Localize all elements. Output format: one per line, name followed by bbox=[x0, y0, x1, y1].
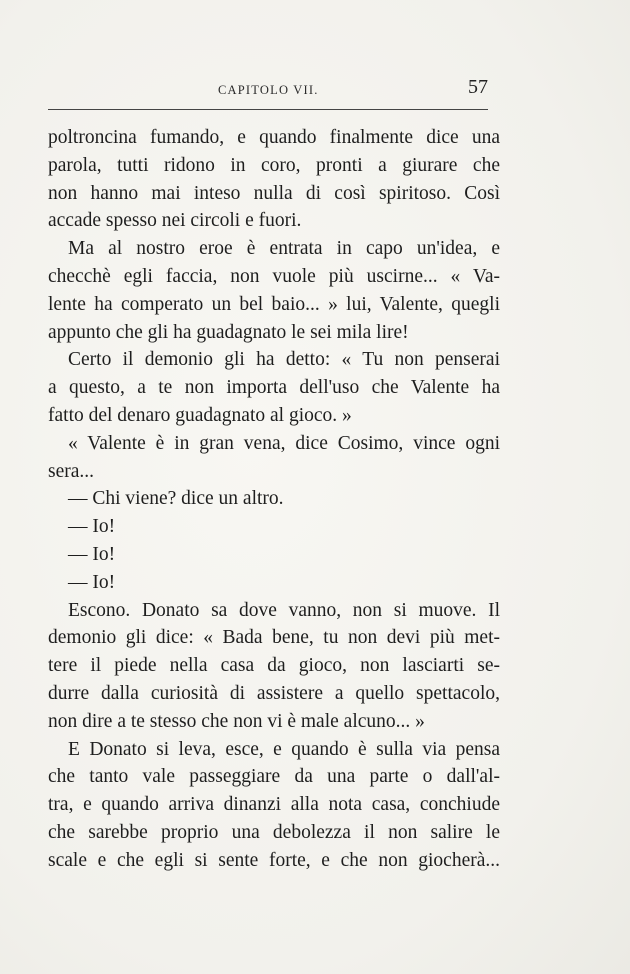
text-line: — Io! bbox=[68, 516, 116, 538]
text-line: — Io! bbox=[68, 571, 116, 593]
text-line: Escono. Donato sa dove vanno, non si muove. Il bbox=[68, 599, 500, 621]
text-line: — Chi viene? dice un altro. bbox=[68, 488, 284, 510]
page-header bbox=[48, 76, 488, 104]
text-line: durre dalla curiosità di assistere a quello spettacolo, bbox=[48, 682, 500, 704]
text-line: demonio gli dice: « Bada bene, tu non devi più met- bbox=[48, 627, 500, 649]
text-line: tra, e quando arriva dinanzi alla nota casa, conchiude bbox=[48, 794, 500, 816]
text-line: a questo, a te non importa dell'uso che Valente ha bbox=[48, 377, 500, 399]
text-line: Ma al nostro eroe è entrata in capo un'idea, e bbox=[68, 238, 500, 260]
text-line: fatto del denaro guadagnato al gioco. » bbox=[48, 404, 352, 426]
header-rule bbox=[48, 109, 488, 110]
text-line: non dire a te stesso che non vi è male alcuno... » bbox=[48, 710, 425, 732]
page-number: 57 bbox=[468, 76, 488, 98]
text-line: appunto che gli ha guadagnato le sei mila lire! bbox=[48, 321, 409, 343]
body-text bbox=[48, 124, 500, 875]
running-title: CAPITOLO VII. bbox=[218, 83, 319, 97]
text-line: E Donato si leva, esce, e quando è sulla via pensa bbox=[68, 738, 500, 760]
text-line: — Io! bbox=[68, 543, 116, 565]
text-line: poltroncina fumando, e quando finalmente dice una bbox=[48, 127, 500, 148]
text-line: che tanto vale passeggiare da una parte o dall'al- bbox=[48, 766, 500, 788]
text-line: lente ha comperato un bel baio... » lui, Valente, quegli bbox=[48, 293, 500, 315]
text-line: sera... bbox=[48, 460, 95, 482]
text-line: tere il piede nella casa da gioco, non lasciarti se- bbox=[48, 655, 500, 677]
text-line: che sarebbe proprio una debolezza il non salire le bbox=[48, 821, 500, 843]
text-line: non hanno mai inteso nulla di così spiritoso. Così bbox=[48, 182, 500, 204]
text-line: scale e che egli si sente forte, e che non giocherà... bbox=[48, 849, 500, 871]
text-line: Certo il demonio gli ha detto: « Tu non penserai bbox=[68, 349, 500, 371]
text-line: checchè egli faccia, non vuole più uscirne... « Va- bbox=[48, 265, 500, 287]
text-line: « Valente è in gran vena, dice Cosimo, vince ogni bbox=[68, 432, 500, 454]
text-line: parola, tutti ridono in coro, pronti a giurare che bbox=[48, 154, 500, 176]
text-line: accade spesso nei circoli e fuori. bbox=[48, 210, 302, 232]
